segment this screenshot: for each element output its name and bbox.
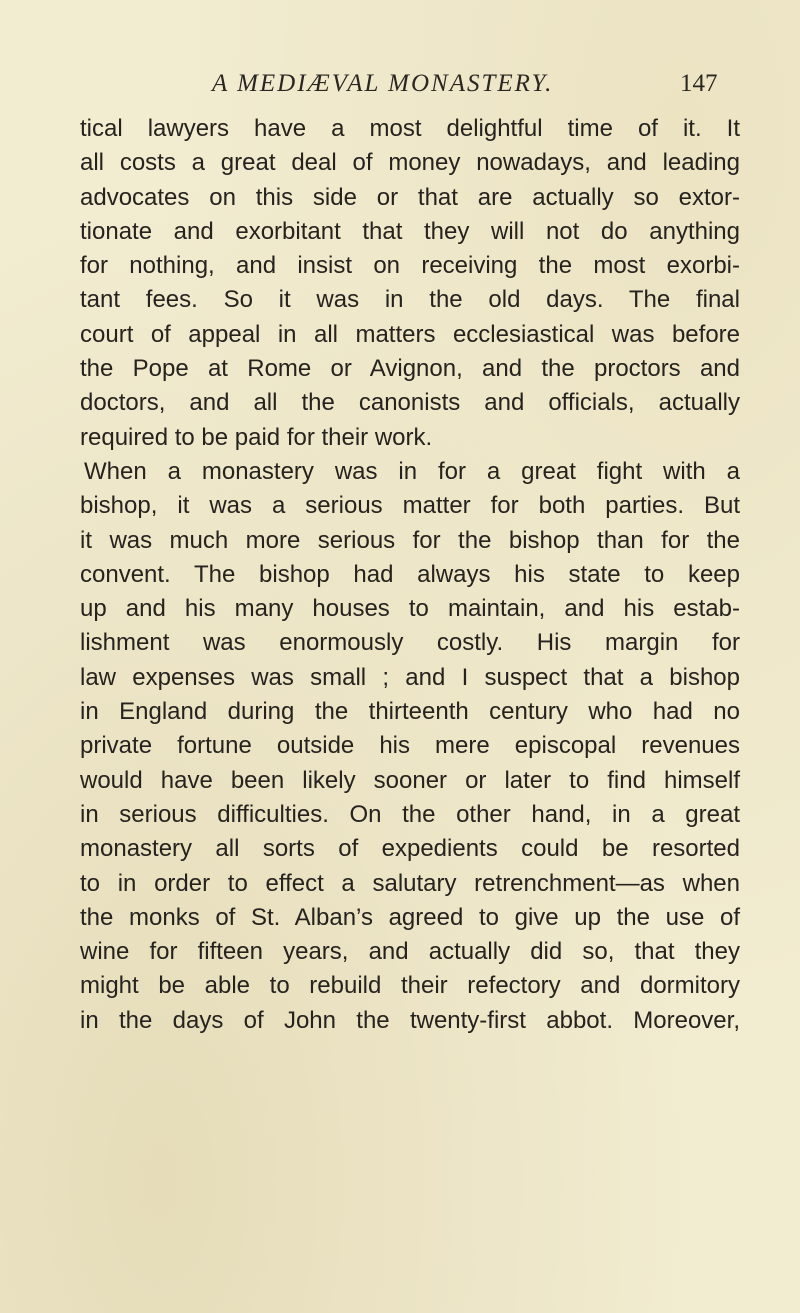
text-line: bishop, it was a serious matter for both parties. But	[80, 492, 740, 520]
text-line: would have been likely sooner or later to find himself	[80, 766, 740, 794]
text-line: to in order to effect a salutary retrenchment—as when	[80, 869, 740, 897]
text-line: in England during the thirteenth century who had no	[80, 698, 740, 726]
text-line: When a monastery was in for a great fight with a	[84, 457, 740, 485]
text-line: tical lawyers have a most delightful time of it. It	[80, 115, 740, 142]
text-line: lishment was enormously costly. His margin for	[80, 629, 740, 657]
text-line: doctors, and all the canonists and officials, actually	[80, 389, 740, 417]
text-line: private fortune outside his mere episcopal revenues	[80, 732, 740, 760]
running-head	[0, 70, 800, 110]
running-title: A MEDIÆVAL MONASTERY.	[212, 70, 554, 97]
text-line: the monks of St. Alban’s agreed to give up the use of	[80, 903, 740, 931]
text-line: might be able to rebuild their refectory and dormitory	[80, 972, 740, 1000]
text-line: for nothing, and insist on receiving the most exorbi-	[80, 252, 740, 280]
text-line: monastery all sorts of expedients could be resorted	[80, 835, 740, 863]
text-line: tant fees. So it was in the old days. The final	[80, 286, 740, 314]
text-line: law expenses was small ; and I suspect that a bishop	[80, 663, 740, 691]
text-line: required to be paid for their work.	[80, 423, 433, 451]
text-line: the Pope at Rome or Avignon, and the proctors and	[80, 355, 740, 383]
body-text	[80, 112, 740, 1038]
text-line: tionate and exorbitant that they will not do anything	[80, 217, 740, 245]
text-line: in the days of John the twenty-first abbot. Moreover,	[80, 1006, 740, 1034]
text-line: all costs a great deal of money nowadays, and leading	[80, 149, 740, 177]
text-line: up and his many houses to maintain, and his estab-	[80, 595, 740, 623]
text-line: in serious difficulties. On the other hand, in a great	[80, 800, 740, 828]
text-line: it was much more serious for the bishop than for the	[80, 526, 740, 554]
page-number: 147	[680, 70, 718, 97]
text-line: convent. The bishop had always his state to keep	[80, 560, 740, 588]
text-line: wine for fifteen years, and actually did so, that they	[80, 938, 740, 966]
text-line: advocates on this side or that are actually so extor-	[80, 183, 740, 211]
text-line: court of appeal in all matters ecclesiastical was before	[80, 320, 740, 348]
